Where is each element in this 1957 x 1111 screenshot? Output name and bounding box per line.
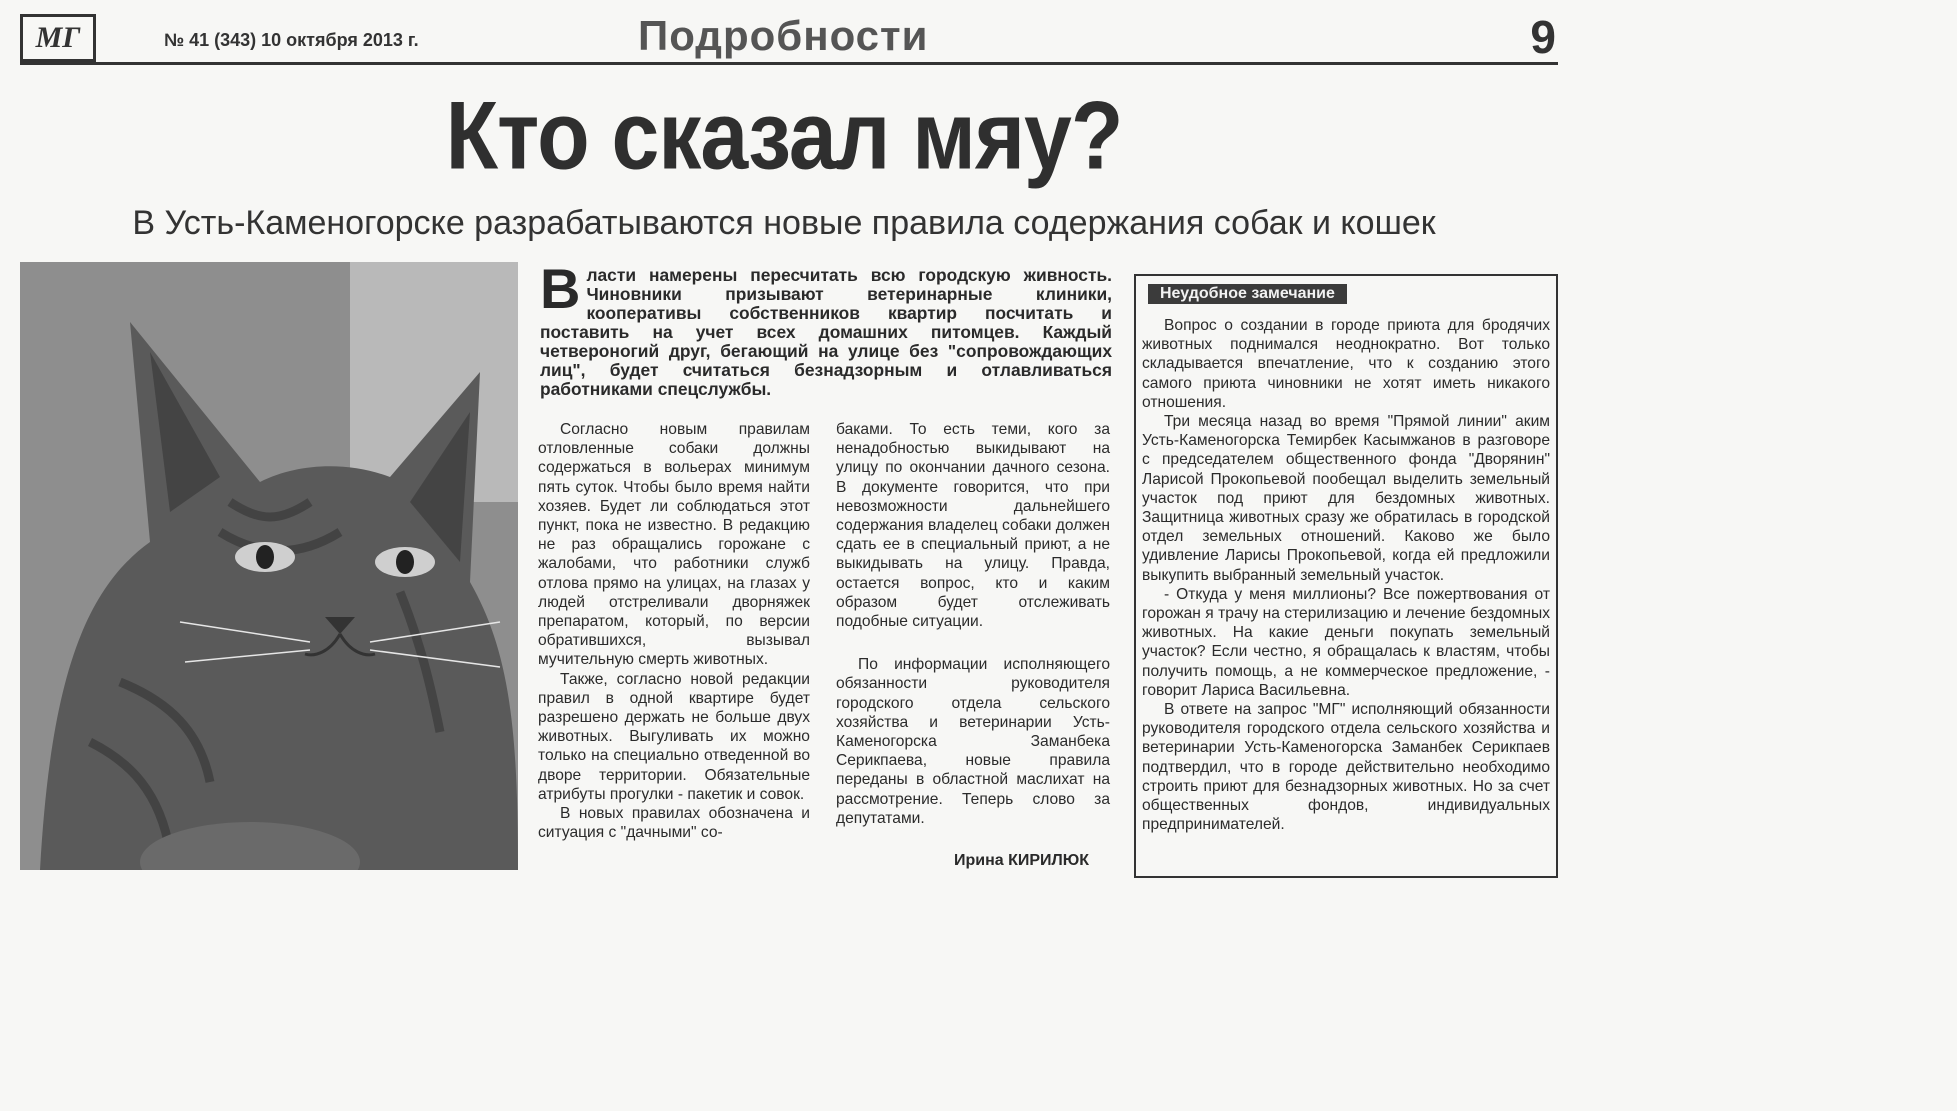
paragraph: Три месяца назад во время "Прямой линии" аким Усть-Каменогорска Темирбек Касымжанов в разговоре с председателем общественного фонда "Дворянин" Ларисой Прокопьевой пообещал выделить земельный участок под приют для бездомных животных. Защитница животных сразу же обратилась в городской отдел земельных отношений. Каково же было удивление Ларисы Прокопьевой, когда ей предложили выкупить выбранный земельный участок. — [1142, 413, 1550, 584]
issue-info: № 41 (343) 10 октября 2013 г. — [164, 30, 419, 50]
article-subheadline: В Усть-Каменогорске разрабатываются новые правила содержания собак и кошек — [132, 204, 1436, 242]
paragraph: В новых правилах обозначена и ситуация с "дачными" со- — [538, 805, 810, 842]
newspaper-logo: МГ — [20, 14, 96, 62]
lead-text: ласти намерены пересчитать всю городскую живность. Чиновники призывают ветеринарные клиники, кооперативы собственников квартир посчитать и поставить на учет всех домашних питомцев. Каждый четвероногий друг, бегающий на улице без "сопровождающих лиц", будет считаться безнадзорным и отлавливаться работниками спецслужбы. — [540, 265, 1112, 399]
article-lead — [540, 257, 1112, 399]
article-headline: Кто сказал мяу? — [445, 82, 1123, 190]
sidebar-body — [1142, 316, 1550, 834]
sidebar-title: Неудобное замечание — [1148, 284, 1347, 304]
paragraph: - Откуда у меня миллионы? Все пожертвования от горожан я трачу на стерилизацию и лечение бездомных животных. На какие деньги покупать земельный участок? Если честно, я обращалась к властям, чтобы получить помощь, а не коммерческое предложение, - говорит Лариса Васильевна. — [1142, 585, 1550, 699]
paragraph: Также, согласно новой редакции правил в одной квартире будет разрешено держать не больше двух животных. Выгуливать их можно только на специально отведенной во дворе территории. Обязательные атрибуты прогулки - пакетик и совок. — [538, 670, 810, 803]
author-byline: Ирина КИРИЛЮК — [954, 852, 1090, 869]
paragraph: Вопрос о создании в городе приюта для бродячих животных поднимался неоднократно. Вот только складывается впечатление, что к созданию этого самого приюта чиновники не хотят иметь никакого отношения. — [1142, 317, 1550, 411]
article-column-1 — [538, 420, 810, 842]
paragraph: Согласно новым правилам отловленные собаки должны содержаться в вольерах минимум пять суток. Чтобы было время найти хозяев. Будет ли соблюдаться этот пункт, пока не известно. В редакцию не раз обращались горожане с жалобами, что работники служб отлова прямо на улицах, на глазах у людей отстреливали дворняжек препаратом, который, по версии обратившихся, вызывал мучительную смерть животных. — [538, 421, 810, 669]
article-column-2 — [836, 420, 1110, 828]
sidebar-box — [1134, 274, 1558, 878]
paragraph: По информации исполняющего обязанности руководителя городского отдела сельского хозяйства и ветеринарии Усть-Каменогорска Заманбека Серикпаева, новые правила переданы в областной маслихат на рассмотрение. Теперь слово за депутатами. — [836, 656, 1110, 827]
paragraph: В ответе на запрос "МГ" исполняющий обязанности руководителя городского отдела сельского хозяйства и ветеринарии Усть-Каменогорска Заманбек Серикпаев подтвердил, что в городе действительно необходимо строить приют для безнадзорных животных. Но за счет общественных фондов, индивидуальных предпринимателей. — [1142, 701, 1550, 834]
drop-cap: В — [540, 257, 581, 320]
paragraph: баками. То есть теми, кого за ненадобностью выкидывают на улицу по окончании дачного сезона. В документе говорится, что при невозможности дальнейшего содержания владелец собаки должен сдать ее в специальный приют, а не выкидывать на улицу. Правда, остается вопрос, кто и каким образом будет отслеживать подобные ситуации. — [836, 421, 1110, 631]
page-number: 9 — [1530, 11, 1556, 63]
cat-illustration — [20, 262, 518, 870]
section-title: Подробности — [638, 12, 929, 59]
cat-photo — [20, 262, 518, 870]
masthead — [20, 10, 1558, 65]
